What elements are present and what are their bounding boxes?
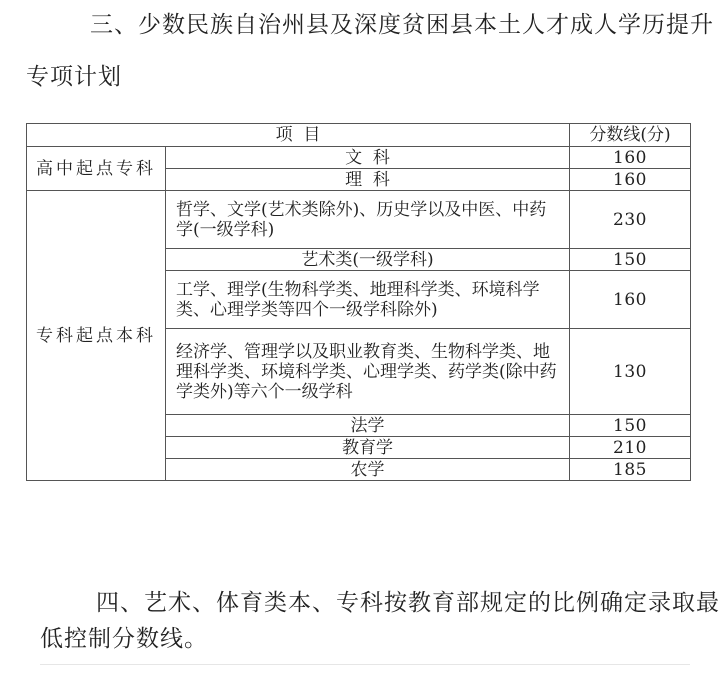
section-3-heading: 三、少数民族自治州县及深度贫困县本土人才成人学历提升	[90, 12, 714, 38]
score-cell: 150	[570, 415, 691, 437]
subject-cell: 法学	[166, 415, 570, 437]
subject-cell: 工学、理学(生物科学类、地理科学类、环境科学类、心理学类等四个一级学科除外)	[166, 271, 570, 329]
section-3-heading-continued: 专项计划	[26, 64, 122, 90]
table-header-row	[27, 124, 691, 147]
subject-cell: 文 科	[166, 147, 570, 169]
score-cell: 130	[570, 329, 691, 415]
table-row	[27, 147, 691, 169]
score-cell: 230	[570, 191, 691, 249]
score-cell: 160	[570, 169, 691, 191]
header-score: 分数线(分)	[570, 124, 691, 147]
category-cell: 高中起点专科	[27, 147, 166, 191]
header-item	[27, 124, 570, 147]
subject-cell: 艺术类(一级学科)	[166, 249, 570, 271]
subject-cell: 理 科	[166, 169, 570, 191]
score-cell: 185	[570, 459, 691, 481]
header-item-label: 项 目	[275, 125, 321, 145]
table-row	[27, 191, 691, 249]
divider	[40, 664, 690, 665]
category-cell: 专科起点本科	[27, 191, 166, 481]
score-cell: 150	[570, 249, 691, 271]
score-cell: 160	[570, 271, 691, 329]
score-table	[26, 123, 691, 481]
subject-cell: 农学	[166, 459, 570, 481]
subject-cell: 哲学、文学(艺术类除外)、历史学以及中医、中药学(一级学科)	[166, 191, 570, 249]
subject-cell: 经济学、管理学以及职业教育类、生物科学类、地理科学类、环境科学类、心理学类、药学类(除中药学类外)等六个一级学科	[166, 329, 570, 415]
score-cell: 210	[570, 437, 691, 459]
score-cell: 160	[570, 147, 691, 169]
section-4-text: 四、艺术、体育类本、专科按教育部规定的比例确定录取最	[96, 590, 720, 616]
section-4-text-continued: 低控制分数线。	[40, 626, 208, 652]
subject-cell: 教育学	[166, 437, 570, 459]
